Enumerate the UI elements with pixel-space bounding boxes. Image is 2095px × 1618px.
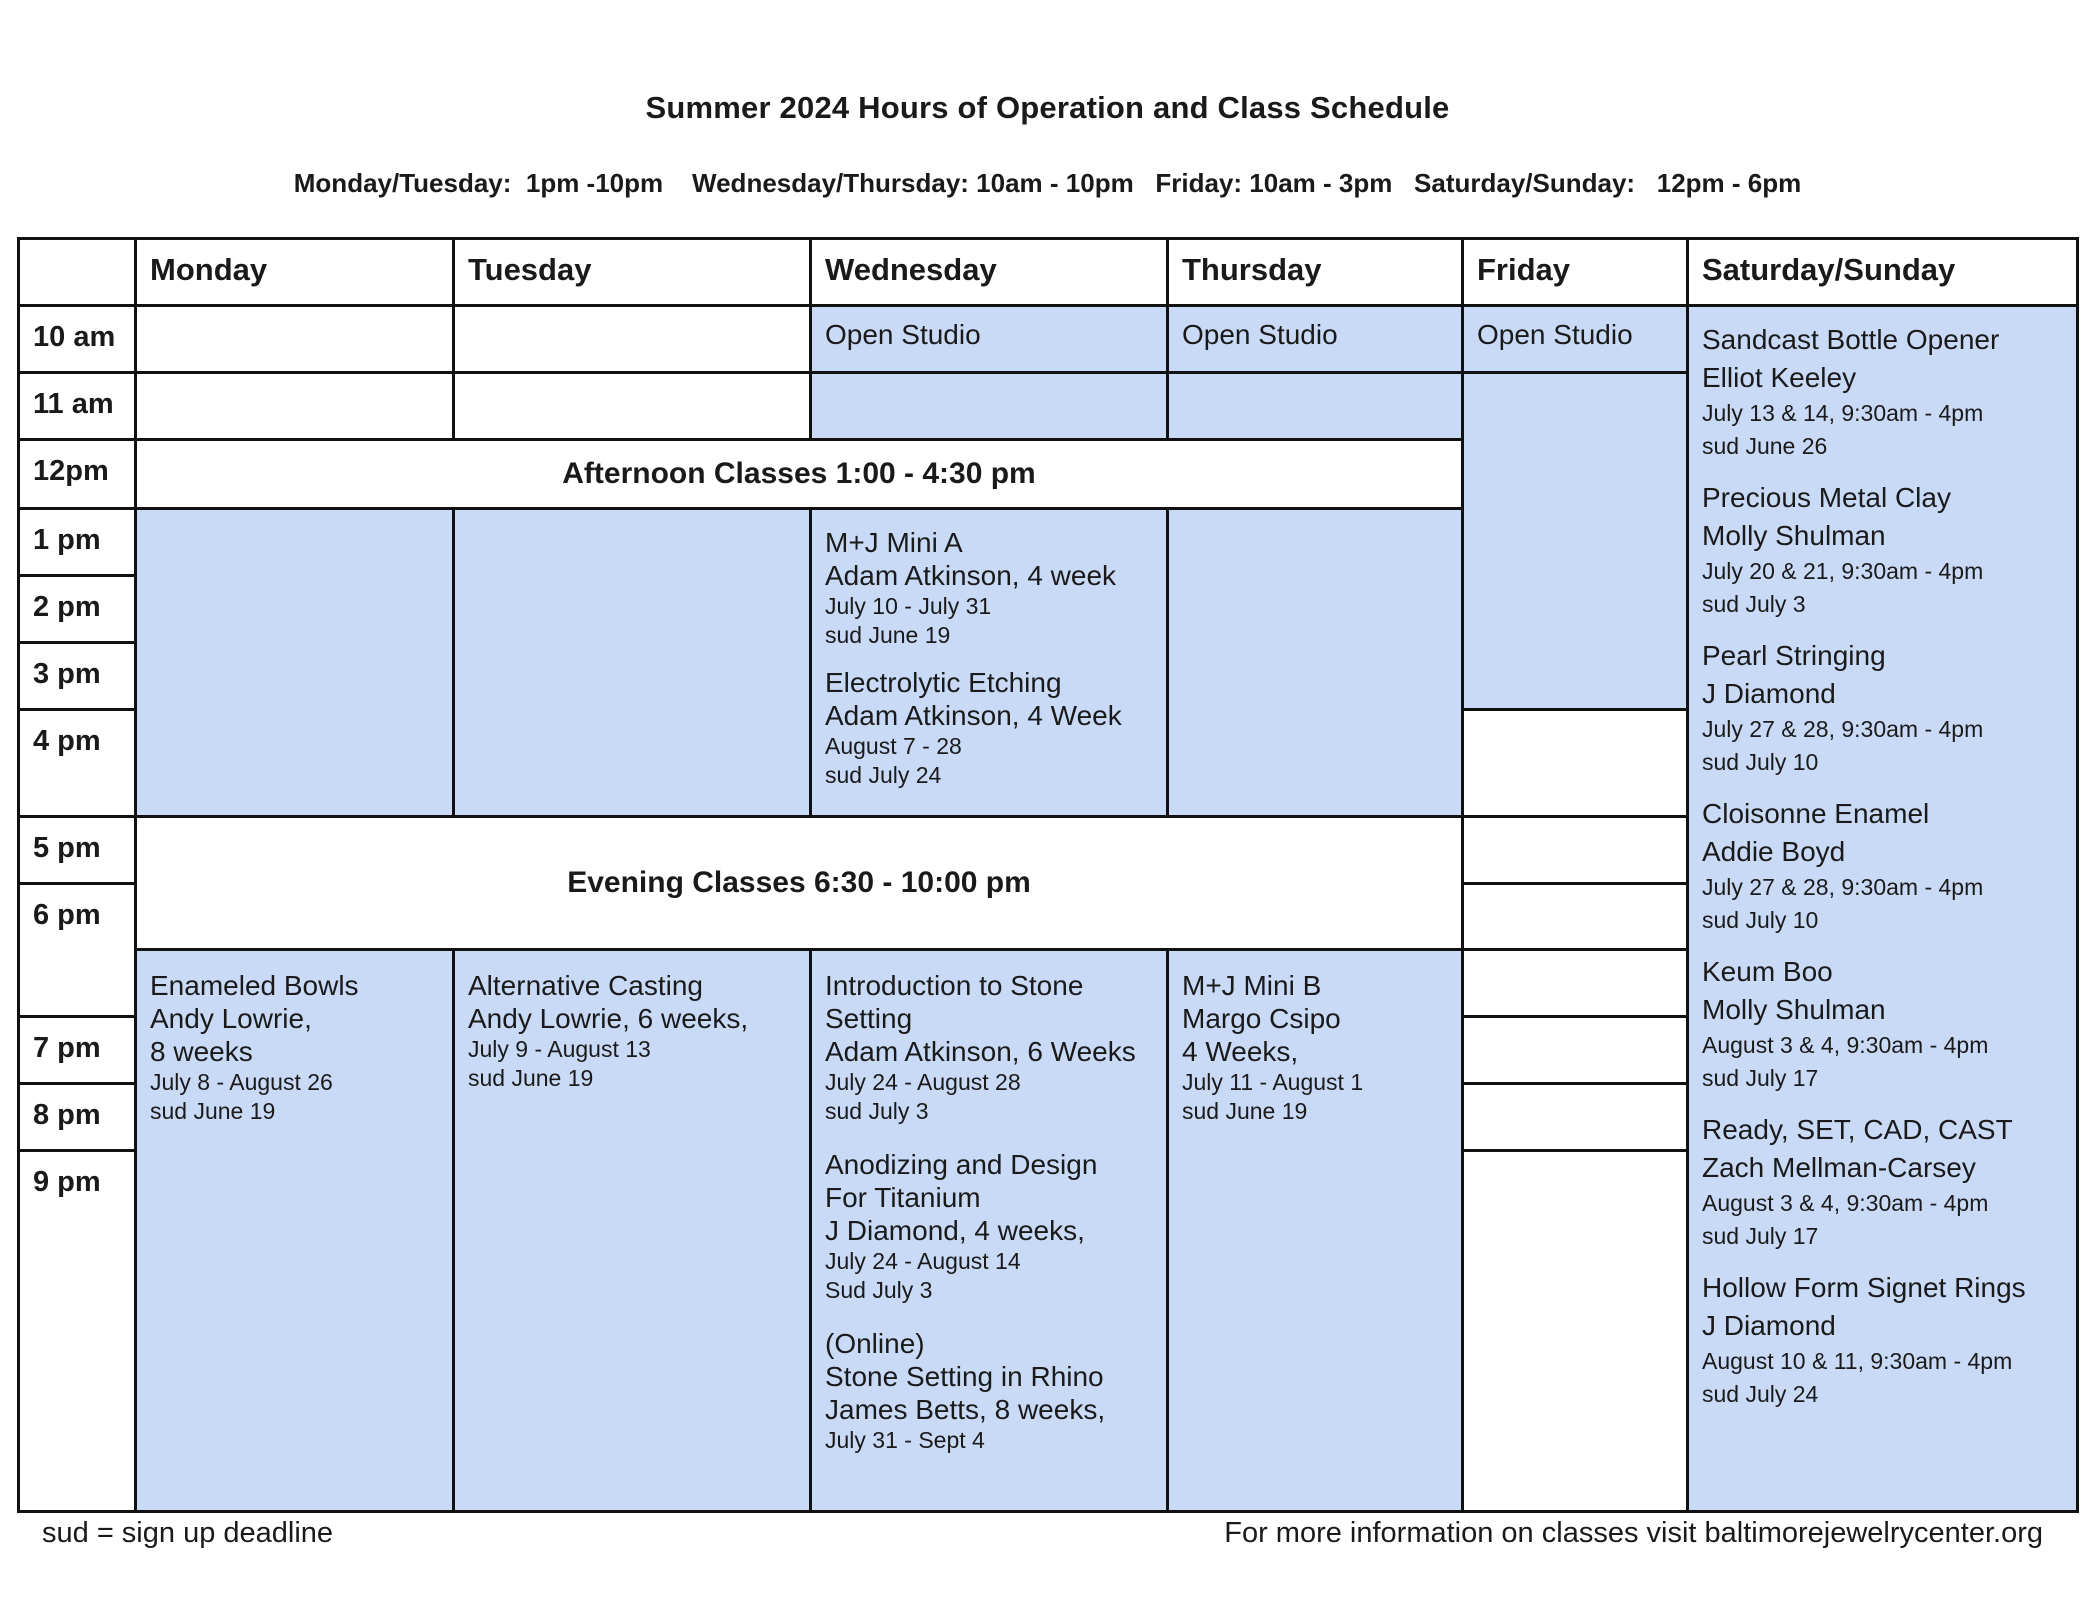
- wednesday-evening: [809, 948, 1169, 1513]
- class-sud: sud July 17: [1702, 1223, 1819, 1249]
- class-sud: sud July 3: [1702, 591, 1806, 617]
- class-sud: sud July 17: [1702, 1065, 1819, 1091]
- thursday-evening: [1166, 948, 1464, 1513]
- class-instructor: J Diamond: [1702, 678, 1836, 709]
- class-sud: sud July 10: [1702, 749, 1819, 775]
- evening-classes-banner: Evening Classes 6:30 - 10:00 pm: [134, 815, 1464, 951]
- class-title: Keum Boo: [1702, 956, 1833, 987]
- class-sud: sud July 24: [1702, 1381, 1819, 1407]
- time-2pm: 2 pm: [17, 574, 137, 644]
- monday-10am: [134, 304, 455, 374]
- header-wednesday: Wednesday: [809, 237, 1169, 307]
- class-entry: [150, 969, 442, 1126]
- friday-8pm: [1461, 1082, 1689, 1152]
- time-4pm: 4 pm: [17, 708, 137, 818]
- class-title: M+J Mini B: [1182, 970, 1322, 1001]
- class-title: M+J Mini A: [825, 527, 963, 558]
- wednesday-open-studio: Open Studio: [809, 304, 1169, 374]
- class-title: Enameled Bowls: [150, 970, 359, 1001]
- class-dates: July 24 - August 14: [825, 1248, 1021, 1274]
- class-duration: 4 Weeks,: [1182, 1036, 1299, 1067]
- class-dates: July 20 & 21, 9:30am - 4pm: [1702, 558, 1984, 584]
- header-monday: Monday: [134, 237, 455, 307]
- wednesday-11am: [809, 371, 1169, 441]
- hours-of-operation: Monday/Tuesday: 1pm -10pm Wednesday/Thursday: 10am - 10pm Friday: 10am - 3pm Saturday/Sunday: 12pm - 6pm: [293, 168, 1802, 198]
- header-friday: Friday: [1461, 237, 1689, 307]
- class-instructor: Addie Boyd: [1702, 836, 1846, 867]
- class-instructor: Molly Shulman: [1702, 994, 1886, 1025]
- class-entry: [825, 1148, 1156, 1305]
- friday-5pm: [1461, 815, 1689, 885]
- class-dates: July 24 - August 28: [825, 1069, 1021, 1095]
- class-dates: July 27 & 28, 9:30am - 4pm: [1702, 874, 1984, 900]
- friday-7pm: [1461, 1015, 1689, 1085]
- class-dates: August 3 & 4, 9:30am - 4pm: [1702, 1032, 1989, 1058]
- class-sud: sud July 3: [825, 1098, 929, 1124]
- time-8pm: 8 pm: [17, 1082, 137, 1152]
- sud-legend: sud = sign up deadline: [42, 1517, 334, 1549]
- class-instructor: Margo Csipo: [1182, 1003, 1341, 1034]
- class-entry: [825, 1327, 1156, 1455]
- class-dates: July 11 - August 1: [1182, 1069, 1364, 1095]
- class-sud: sud June 19: [150, 1098, 276, 1124]
- class-instructor: Andy Lowrie, 6 weeks,: [468, 1003, 749, 1034]
- class-sud: sud July 24: [825, 762, 942, 788]
- class-entry: [1182, 969, 1451, 1126]
- class-title-line2: Stone Setting in Rhino: [825, 1361, 1104, 1392]
- class-title: Cloisonne Enamel: [1702, 798, 1930, 829]
- page-title: Summer 2024 Hours of Operation and Class Schedule: [645, 90, 1450, 125]
- class-dates: July 31 - Sept 4: [825, 1427, 985, 1453]
- class-title: Electrolytic Etching: [825, 667, 1062, 698]
- more-info-note: For more information on classes visit baltimorejewelrycenter.org: [1224, 1517, 2043, 1549]
- class-entry: [1702, 795, 2066, 937]
- class-sud: sud June 19: [825, 622, 951, 648]
- class-title: Hollow Form Signet Rings: [1702, 1272, 2026, 1303]
- class-instructor: Adam Atkinson, 6 Weeks: [825, 1036, 1136, 1067]
- class-instructor: J Diamond, 4 weeks,: [825, 1215, 1085, 1246]
- class-instructor: J Diamond: [1702, 1310, 1836, 1341]
- friday-open-studio: Open Studio: [1461, 304, 1689, 374]
- class-dates: August 7 - 28: [825, 733, 962, 759]
- monday-afternoon: [134, 507, 455, 818]
- class-entry: [1702, 637, 2066, 779]
- class-title-line2: For Titanium: [825, 1182, 981, 1213]
- class-title: (Online): [825, 1328, 925, 1359]
- class-entry: [825, 666, 1156, 790]
- class-entry: [825, 526, 1156, 650]
- class-dates: July 13 & 14, 9:30am - 4pm: [1702, 400, 1984, 426]
- class-instructor: Molly Shulman: [1702, 520, 1886, 551]
- wednesday-afternoon: [809, 507, 1169, 818]
- time-3pm: 3 pm: [17, 641, 137, 711]
- corner-cell: [17, 237, 137, 307]
- class-dates: July 27 & 28, 9:30am - 4pm: [1702, 716, 1984, 742]
- tuesday-11am: [452, 371, 812, 441]
- class-entry: [1702, 479, 2066, 621]
- weekend-classes: [1686, 304, 2079, 1513]
- class-instructor: Adam Atkinson, 4 week: [825, 560, 1117, 591]
- header-saturday-sunday: Saturday/Sunday: [1686, 237, 2079, 307]
- monday-evening: [134, 948, 455, 1513]
- class-instructor: Andy Lowrie,: [150, 1003, 312, 1034]
- class-entry: [1702, 1269, 2066, 1411]
- time-12pm: 12pm: [17, 438, 137, 510]
- friday-9pm: [1461, 1149, 1689, 1513]
- class-sud: sud July 10: [1702, 907, 1819, 933]
- tuesday-afternoon: [452, 507, 812, 818]
- class-dates: July 8 - August 26: [150, 1069, 333, 1095]
- time-9pm: 9 pm: [17, 1149, 137, 1513]
- class-instructor: Adam Atkinson, 4 Week: [825, 700, 1122, 731]
- class-instructor: Elliot Keeley: [1702, 362, 1857, 393]
- class-sud: Sud July 3: [825, 1277, 933, 1303]
- class-title: Ready, SET, CAD, CAST: [1702, 1114, 2013, 1145]
- class-instructor: Zach Mellman-Carsey: [1702, 1152, 1976, 1183]
- class-duration: 8 weeks: [150, 1036, 253, 1067]
- class-title: Pearl Stringing: [1702, 640, 1886, 671]
- thursday-open-studio: Open Studio: [1166, 304, 1464, 374]
- class-title: Alternative Casting: [468, 970, 704, 1001]
- class-title: Precious Metal Clay: [1702, 482, 1951, 513]
- thursday-11am: [1166, 371, 1464, 441]
- class-sud: sud June 19: [468, 1065, 594, 1091]
- time-6pm: 6 pm: [17, 882, 137, 1018]
- class-dates: August 3 & 4, 9:30am - 4pm: [1702, 1190, 1989, 1216]
- header-tuesday: Tuesday: [452, 237, 812, 307]
- monday-11am: [134, 371, 455, 441]
- header-thursday: Thursday: [1166, 237, 1464, 307]
- class-sud: sud June 26: [1702, 433, 1828, 459]
- time-5pm: 5 pm: [17, 815, 137, 885]
- class-entry: [1702, 953, 2066, 1095]
- time-1pm: 1 pm: [17, 507, 137, 577]
- class-dates: July 9 - August 13: [468, 1036, 651, 1062]
- class-dates: August 10 & 11, 9:30am - 4pm: [1702, 1348, 2013, 1374]
- class-title: Sandcast Bottle Opener: [1702, 324, 2000, 355]
- class-title: Anodizing and Design: [825, 1149, 1098, 1180]
- thursday-afternoon: [1166, 507, 1464, 818]
- friday-630pm: [1461, 948, 1689, 1018]
- friday-midday: [1461, 371, 1689, 711]
- class-instructor: James Betts, 8 weeks,: [825, 1394, 1106, 1425]
- class-sud: sud June 19: [1182, 1098, 1308, 1124]
- time-11am: 11 am: [17, 371, 137, 441]
- time-7pm: 7 pm: [17, 1015, 137, 1085]
- class-dates: July 10 - July 31: [825, 593, 992, 619]
- class-entry: [1702, 1111, 2066, 1253]
- friday-6pm: [1461, 882, 1689, 951]
- class-entry: [468, 969, 799, 1093]
- class-title: Introduction to Stone: [825, 970, 1084, 1001]
- time-10am: 10 am: [17, 304, 137, 374]
- afternoon-classes-banner: Afternoon Classes 1:00 - 4:30 pm: [134, 438, 1464, 510]
- tuesday-evening: [452, 948, 812, 1513]
- class-entry: [1702, 321, 2066, 463]
- class-entry: [825, 969, 1156, 1126]
- class-title-line2: Setting: [825, 1003, 913, 1034]
- friday-4pm: [1461, 708, 1689, 818]
- tuesday-10am: [452, 304, 812, 374]
